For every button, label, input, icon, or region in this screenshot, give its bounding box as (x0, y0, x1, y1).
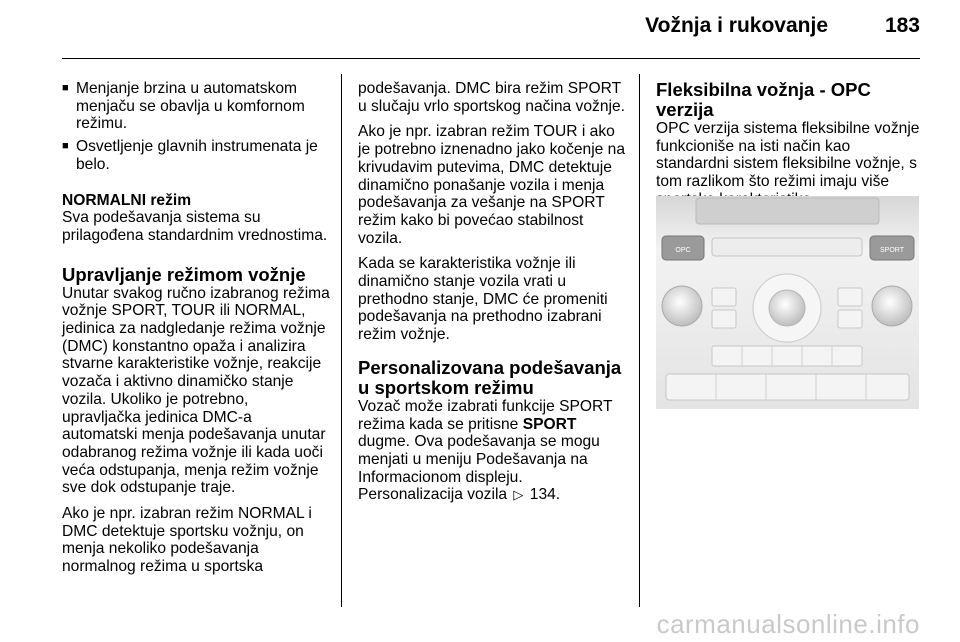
center-console-photo (656, 196, 919, 409)
bullet-marker: ■ (62, 140, 69, 153)
bullet-text: Menjanje brzina u automatskom menjaču se obavlja u komfornom režimu. (76, 80, 305, 133)
column-divider (341, 74, 342, 607)
normal-mode-text: Sva podešavanja sistema su prilagođena standardnim vrednostima. (62, 209, 328, 244)
personalized-settings-text (358, 398, 626, 504)
running-header-title: Vožnja i rukovanje (645, 14, 828, 37)
drive-mode-control-text: Unutar svakog ručno izabranog režima vožnje SPORT, TOUR ili NORMAL, jedinica za nadgledanje režima vožnje (DMC) konstantno opaža i analizira stvarne karakteristike vožnje, reakcije vozača i aktivno dinamičko stanje vozila. Ukoliko je potrebno, upravljačka jedinica DMC-a automatski menja podešavanja unutar odabranog režima vožnje ili kada uoči veća odstupanja, menja režim vožnje sve dok odstupanje traje. (62, 284, 330, 497)
header-rule (62, 58, 920, 59)
sport-bold-label: SPORT (522, 415, 577, 433)
normal-mode-subheading: NORMALNI režim (62, 191, 192, 209)
opc-flexride-text: OPC verzija sistema fleksibilne vožnje funkcioniše na isti način kao standardni sistem fleksibilne vožnje, s tom razlikom što režimi imaju više (656, 120, 920, 191)
bullet-item (62, 138, 330, 173)
normal-example-text: Ako je npr. izabran režim NORMAL i DMC detektuje sportsku vožnju, on menja nekoliko podešavanja normalnog režima u sportska (62, 505, 312, 576)
column-divider (639, 74, 640, 607)
continued-text: podešavanja. DMC bira režim SPORT u slučaju vrlo sportskog načina vožnje. (358, 80, 625, 115)
tour-example-text: Ako je npr. izabran režim TOUR i ako je potrebno iznenadno jako kočenje na krivudavim putevima, DMC detektuje dinamično ponašanje vozila i menja podešavanja za vešanje na SPORT režim kako bi povećao stabilnost vozila. (358, 123, 626, 247)
opc-flexride-heading: Fleksibilna vožnja - OPC verzija (656, 79, 871, 120)
sport-button-label: SPORT (880, 247, 904, 254)
cross-reference-text: Personalizacija vozila (358, 486, 508, 504)
bullet-marker: ■ (62, 82, 69, 94)
bullet-item (62, 80, 330, 133)
return-text: Kada se karakteristika vožnje ili dinamično stanje vozila vrati u prethodno stanje, DMC će promeniti podešavanja na prethodno izabrani režim vožnje. (358, 255, 608, 344)
opc-button-label: OPC (675, 247, 691, 254)
column-2 (358, 80, 626, 512)
watermark: carmanualsonline.info (656, 609, 920, 639)
reference-arrow-icon: ▷ (513, 487, 524, 503)
personalized-text-part-1: Vozač može izabrati funkcije SPORT režima kada se pritisne (358, 397, 613, 433)
column-1 (62, 80, 330, 584)
personalized-settings-heading: Personalizovana podešavanja u sportskom režimu (358, 356, 622, 398)
bullet-text: Osvetljenje glavnih instrumenata je belo. (76, 138, 318, 173)
personalized-text-part-2: dugme. Ova podešavanja se mogu menjati u meniju Podešavanja na Informacionom displeju. (358, 433, 600, 486)
console-illustration (656, 196, 919, 409)
page-number: 183 (884, 14, 920, 37)
cross-reference-page: 134. (529, 486, 561, 504)
drive-mode-control-heading: Upravljanje režimom vožnje (62, 263, 306, 285)
